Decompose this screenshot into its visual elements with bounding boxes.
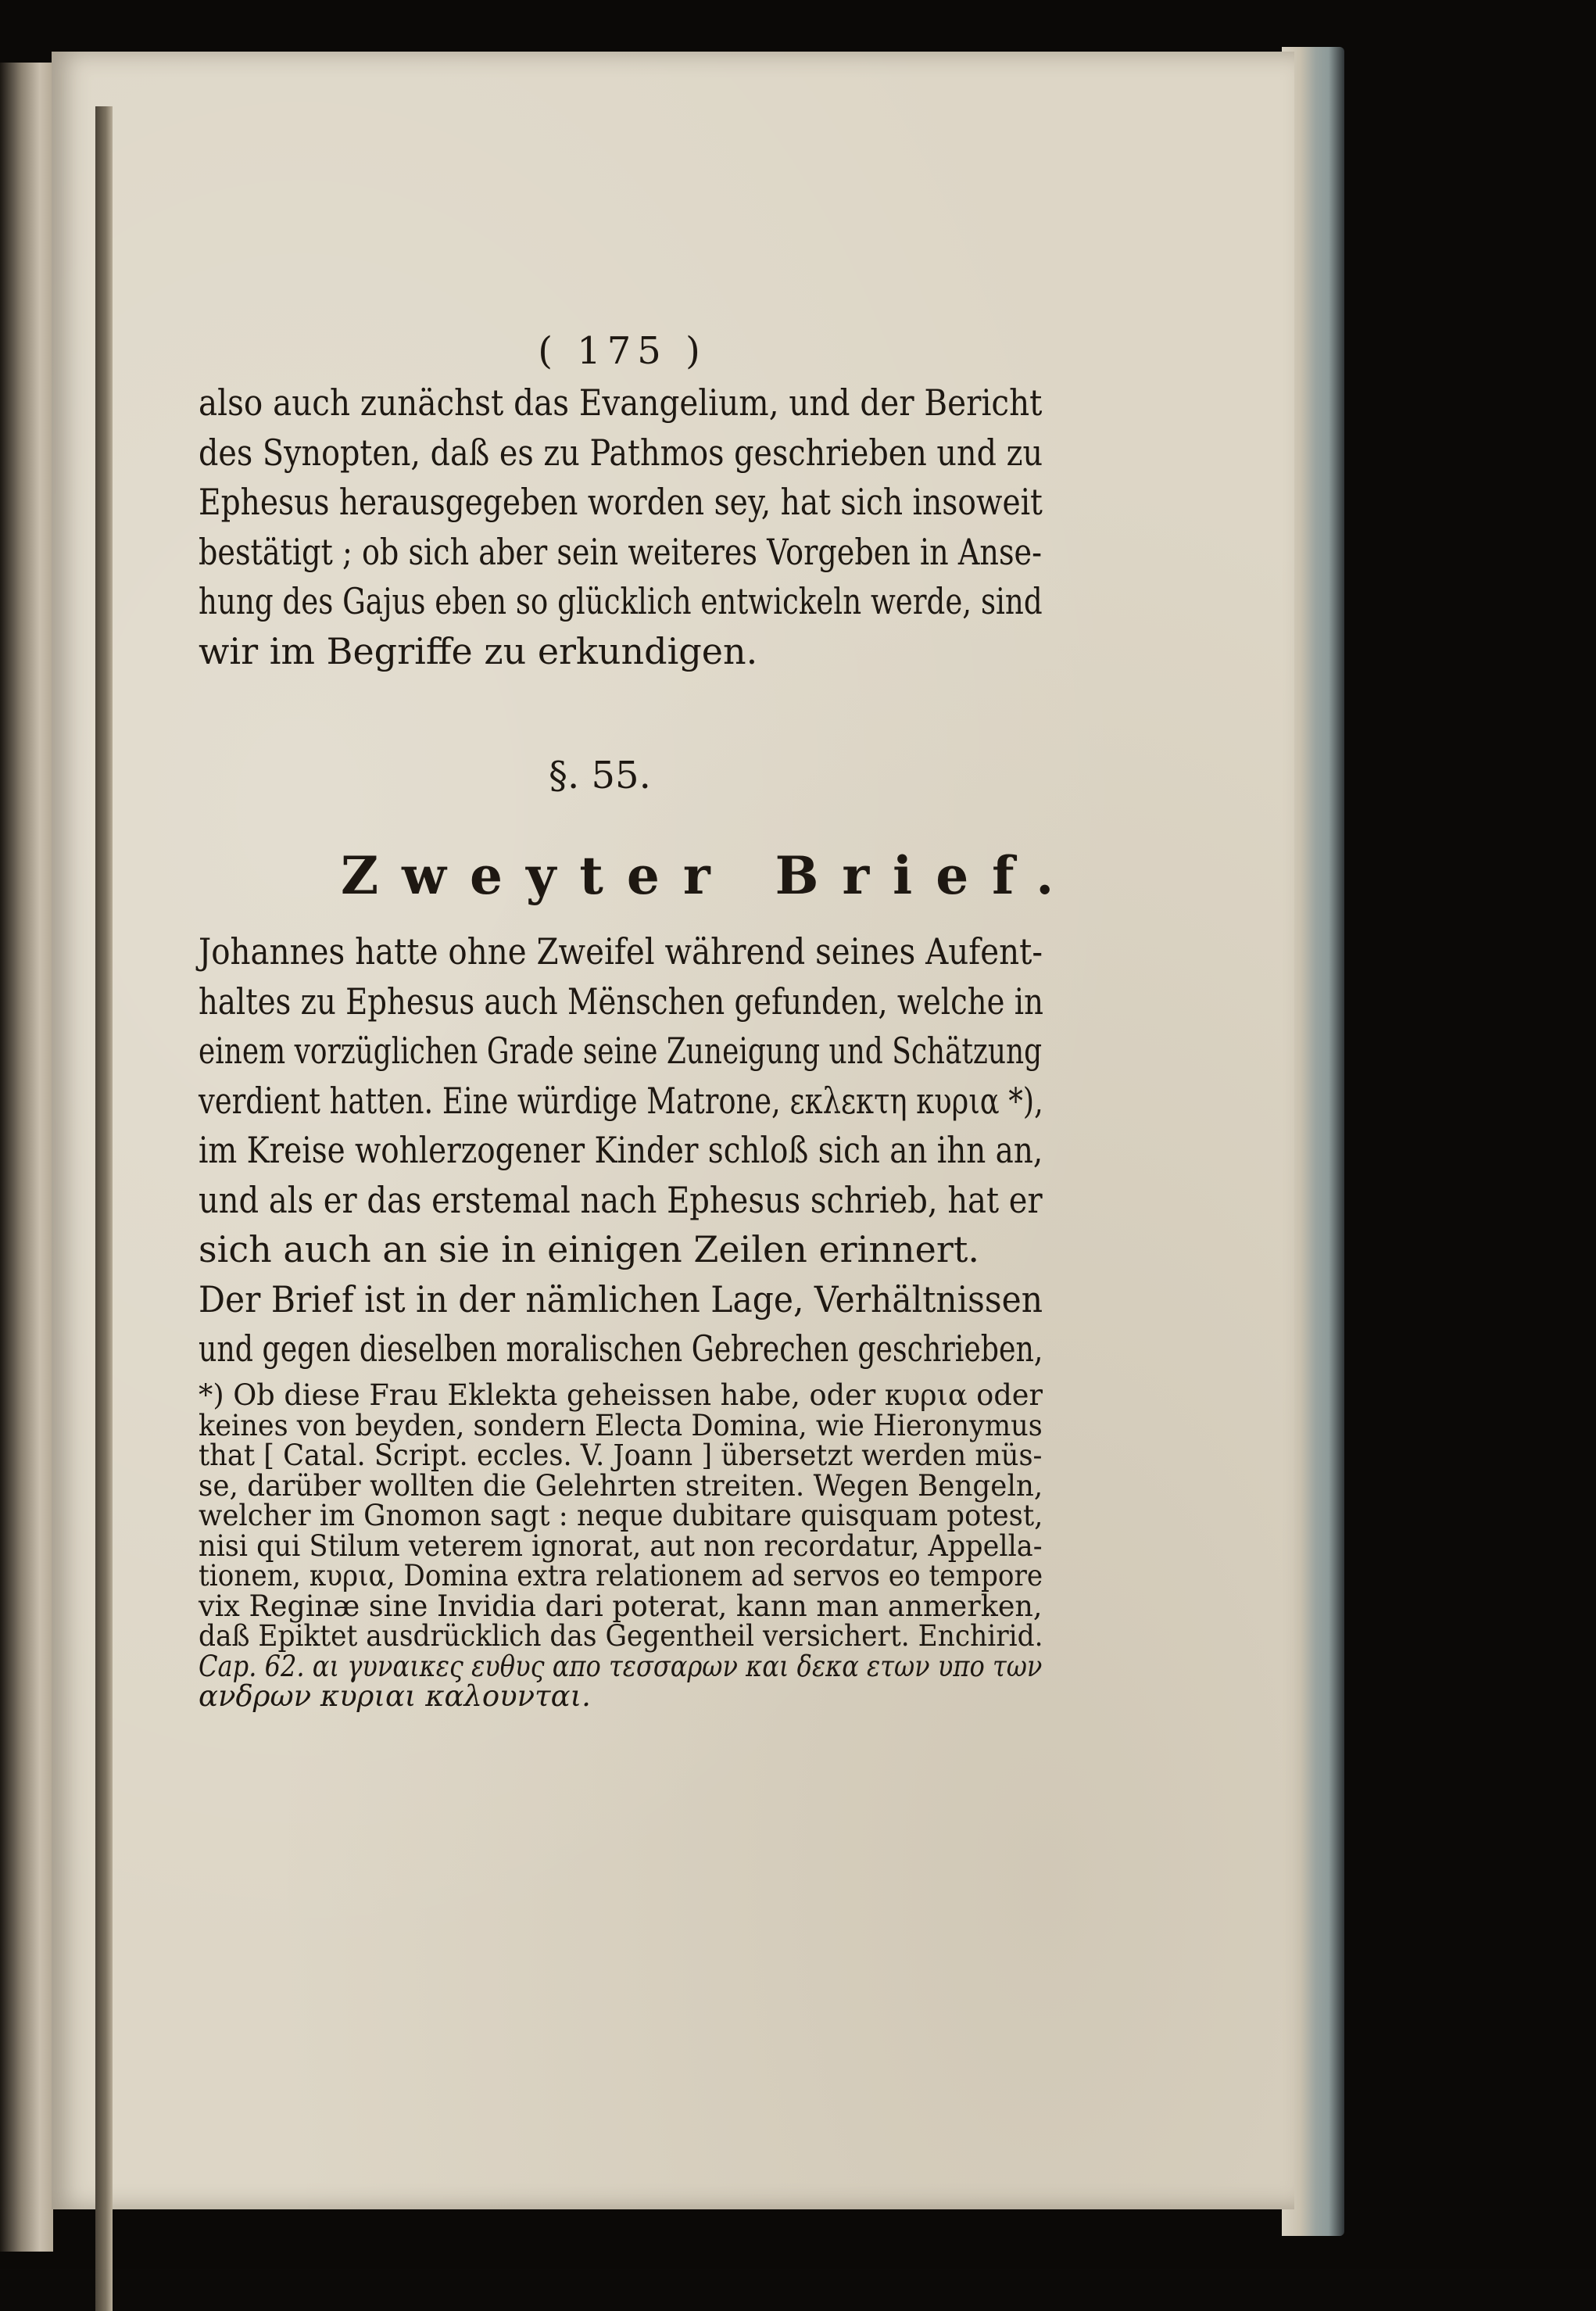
text-line: wir im Begriffe zu erkundigen. (199, 629, 758, 672)
footnote-line: tionem, κυρια, Domina extra relationem ad servos eo tempore (199, 1559, 1043, 1593)
text-line: und gegen dieselben moralischen Gebrechen geschrieben, (199, 1327, 1043, 1370)
footnote-line: *) Ob diese Frau Eklekta geheissen habe, oder κυρια oder (199, 1378, 1043, 1412)
footnote (199, 1378, 1043, 1713)
footnote-line: welcher im Gnomon sagt : neque dubitare quisquam potest, (199, 1499, 1043, 1532)
text-line: und als er das erstemal nach Ephesus schrieb, hat er (199, 1178, 1043, 1221)
text-line: sich auch an sie in einigen Zeilen erinnert. (199, 1228, 979, 1270)
text-line: also auch zunächst das Evangelium, und der Bericht (199, 382, 1043, 424)
text-line: des Synopten, daß es zu Pathmos geschrieben und zu (199, 431, 1043, 474)
footnote-line: vix Reginæ sine Invidia dari poterat, kann man anmerken, (199, 1589, 1043, 1623)
footnote-line: se, darüber wollten die Gelehrten streiten. Wegen Bengeln, (199, 1468, 1043, 1503)
footnote-line: daß Epiktet ausdrücklich das Gegentheil versichert. Enchirid. (199, 1619, 1043, 1653)
text-line: bestätigt ; ob sich aber sein weiteres Vorgeben in Anse- (199, 530, 1042, 573)
book-page (52, 52, 1294, 2209)
chapter-heading: Zweyter Brief. (341, 845, 1078, 906)
intro-paragraph (199, 378, 1043, 676)
text-line: haltes zu Ephesus auch Mënschen gefunden, welche in (199, 980, 1043, 1023)
footnote-line: nisi qui Stilum veterem ignorat, aut non recordatur, Appella- (199, 1528, 1043, 1563)
page-number: ( 175 ) (538, 329, 707, 373)
section-number: §. 55. (549, 754, 651, 797)
text-line: Johannes hatte ohne Zweifel während seines Aufent- (199, 930, 1043, 973)
footnote-line: ανδρων κυριαι καλουνται. (199, 1679, 591, 1713)
text-line: verdient hatten. Eine würdige Matrone, εκλεκτη κυρια *), (199, 1079, 1043, 1122)
footnote-line: Cap. 62. αι γυναικες ευθυς απο τεσσαρων και δεκα ετων υπο των (199, 1649, 1043, 1683)
footnote-line: that [ Catal. Script. eccles. V. Joann ] übersetzt werden müs- (199, 1439, 1043, 1472)
book-gutter (95, 106, 113, 2311)
body-paragraph (199, 927, 1043, 1374)
text-line: Ephesus herausgegeben worden sey, hat sich insoweit (199, 481, 1043, 523)
footnote-line: keines von beyden, sondern Electa Domina, wie Hieronymus (199, 1408, 1043, 1442)
text-line: einem vorzüglichen Grade seine Zuneigung und Schätzung (199, 1030, 1043, 1072)
text-line: Der Brief ist in der nämlichen Lage, Verhältnissen (199, 1277, 1043, 1320)
text-line: hung des Gajus eben so glücklich entwickeln werde, sind (199, 580, 1043, 622)
left-page-edge (0, 63, 53, 2252)
text-line: im Kreise wohlerzogener Kinder schloß sich an ihn an, (199, 1129, 1043, 1171)
